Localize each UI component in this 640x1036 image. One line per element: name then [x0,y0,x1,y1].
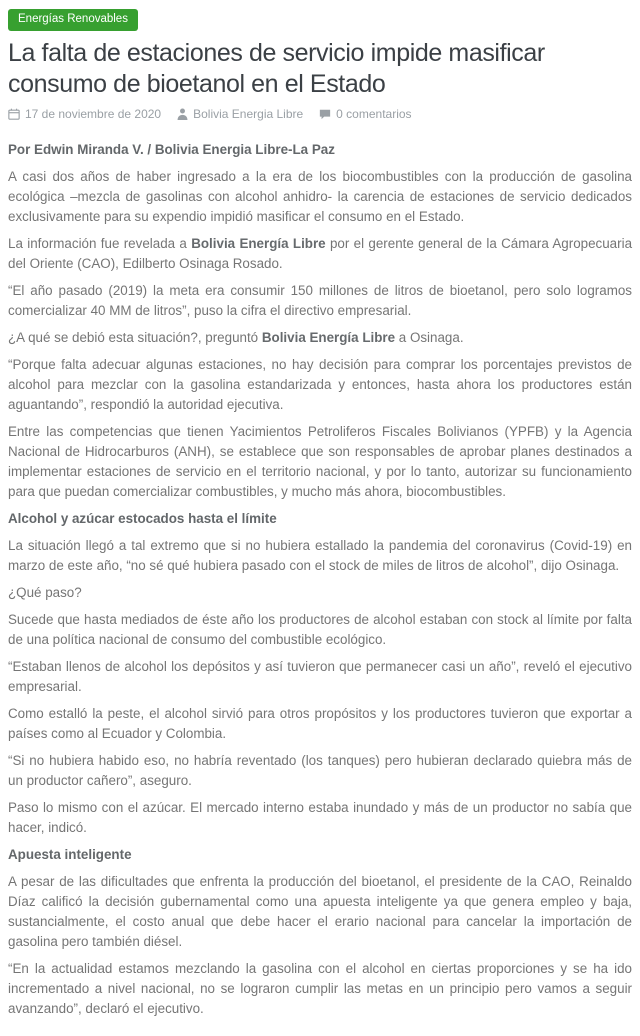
bold-text: Bolivia Energía Libre [191,235,326,251]
article-paragraph [8,167,632,227]
user-icon [177,108,188,120]
text-run: “El año pasado (2019) la meta era consumir 150 millones de litros de bioetanol, pero solo logramos comercializar 40 MM de litros”, puso la cifra el directivo empresarial. [8,282,632,318]
text-run: Sucede que hasta mediados de éste año los productores de alcohol estaban con stock al límite por falta de una política nacional de consumo del combustible ecológico. [8,611,632,647]
meta-date-label: 17 de noviembre de 2020 [25,106,162,121]
text-run: “Si no hubiera habido eso, no habría reventado (los tanques) pero hubieran declarado quiebra más de un productor cañero”, aseguro. [8,752,632,788]
article-paragraph [8,872,632,952]
article-paragraph [8,328,632,348]
text-run: Como estalló la peste, el alcohol sirvió para otros propósitos y los productores tuvieron que exportar a países como al Ecuador y Colombia. [8,705,632,741]
bold-text: Alcohol y azúcar estocados hasta el límite [8,510,277,526]
meta-author[interactable] [177,107,303,121]
bold-text: Apuesta inteligente [8,846,132,862]
text-run: “Estaban llenos de alcohol los depósitos y así tuvieron que permanecer casi un año”, reveló el ejecutivo empresarial. [8,658,632,694]
meta-comments[interactable] [319,107,411,121]
text-run: A casi dos años de haber ingresado a la era de los biocombustibles con la producción de gasolina ecológica –mezcla de gasolinas con alcohol anhidro- la carencia de estaciones de servicio dedicados exclusivamente para su expendio impidió masificar el consumo en el Estado. [8,168,632,224]
text-run: ¿A qué se debió esta situación?, preguntó [8,329,262,345]
article-byline [8,140,632,160]
article-paragraph [8,610,632,650]
text-run: Entre las competencias que tienen Yacimientos Petroliferos Fiscales Bolivianos (YPFB) y la Agencia Nacional de Hidrocarburos (ANH), se establece que son responsables de aprobar planes destinados a implementar estaciones de servicio en el territorio nacional, y por lo tanto, autorizar su funcionamiento para que puedan comercializar combustibles, y mucho más ahora, biocombustibles. [8,423,632,499]
bold-text: Por Edwin Miranda V. / Bolivia Energia Libre-La Paz [8,141,335,157]
article-body [8,140,632,1019]
article-paragraph [8,536,632,576]
article-paragraph [8,798,632,838]
article-paragraph [8,234,632,274]
article-paragraph [8,281,632,321]
meta-author-label[interactable]: Bolivia Energia Libre [193,106,304,121]
text-run: A pesar de las dificultades que enfrenta la producción del bioetanol, el presidente de la CAO, Reinaldo Díaz calificó la decisión gubernamental como una apuesta inteligente ya que genera empleo y baja, sustancialmente, el costo anual que debe hacer el erario nacional para cancelar la importación de gasolina pero también diésel. [8,873,632,949]
text-run: “En la actualidad estamos mezclando la gasolina con el alcohol en ciertas proporciones y se ha ido incrementado a nivel nacional, no se lograron cumplir las metas en un principio pero vamos a seguir avanzando”, declaró el ejecutivo. [8,960,632,1016]
article-paragraph [8,583,632,603]
comment-icon [319,108,331,120]
article-paragraph [8,751,632,791]
text-run: por el gerente general de la Cámara Agropecuaria del Oriente (CAO), Edilberto Osinaga Rosado. [8,235,633,271]
article-paragraph [8,704,632,744]
article-paragraph [8,657,632,697]
meta-comments-label[interactable]: 0 comentarios [336,106,412,121]
calendar-icon [8,108,20,120]
article-subheading [8,845,632,865]
text-run: a Osinaga. [395,329,464,345]
bold-text: Bolivia Energía Libre [261,329,396,345]
text-run: ¿Qué paso? [8,584,82,600]
category-badge[interactable]: Energías Renovables [8,9,138,31]
text-run: La situación llegó a tal extremo que si no hubiera estallado la pandemia del coronavirus (Covid-19) en marzo de este año, “no sé qué hubiera pasado con el stock de miles de litros de alcohol”, dijo Osinaga. [8,537,632,573]
article-subheading [8,509,632,529]
post-meta [8,107,632,121]
article-paragraph [8,959,632,1019]
article-paragraph [8,422,632,502]
text-run: Paso lo mismo con el azúcar. El mercado interno estaba inundado y más de un productor no sabía que hacer, indicó. [8,799,632,835]
page-title: La falta de estaciones de servicio impide masificar consumo de bioetanol en el Estado [8,38,545,98]
text-run: “Porque falta adecuar algunas estaciones, no hay decisión para comprar los porcentajes previstos de alcohol para mezclar con la gasolina estandarizada y entonces, hasta ahora los productores están aguantando”, respondió la autoridad ejecutiva. [8,356,632,412]
meta-date [8,107,161,121]
text-run: La información fue revelada a [8,235,192,251]
article-paragraph [8,355,632,415]
